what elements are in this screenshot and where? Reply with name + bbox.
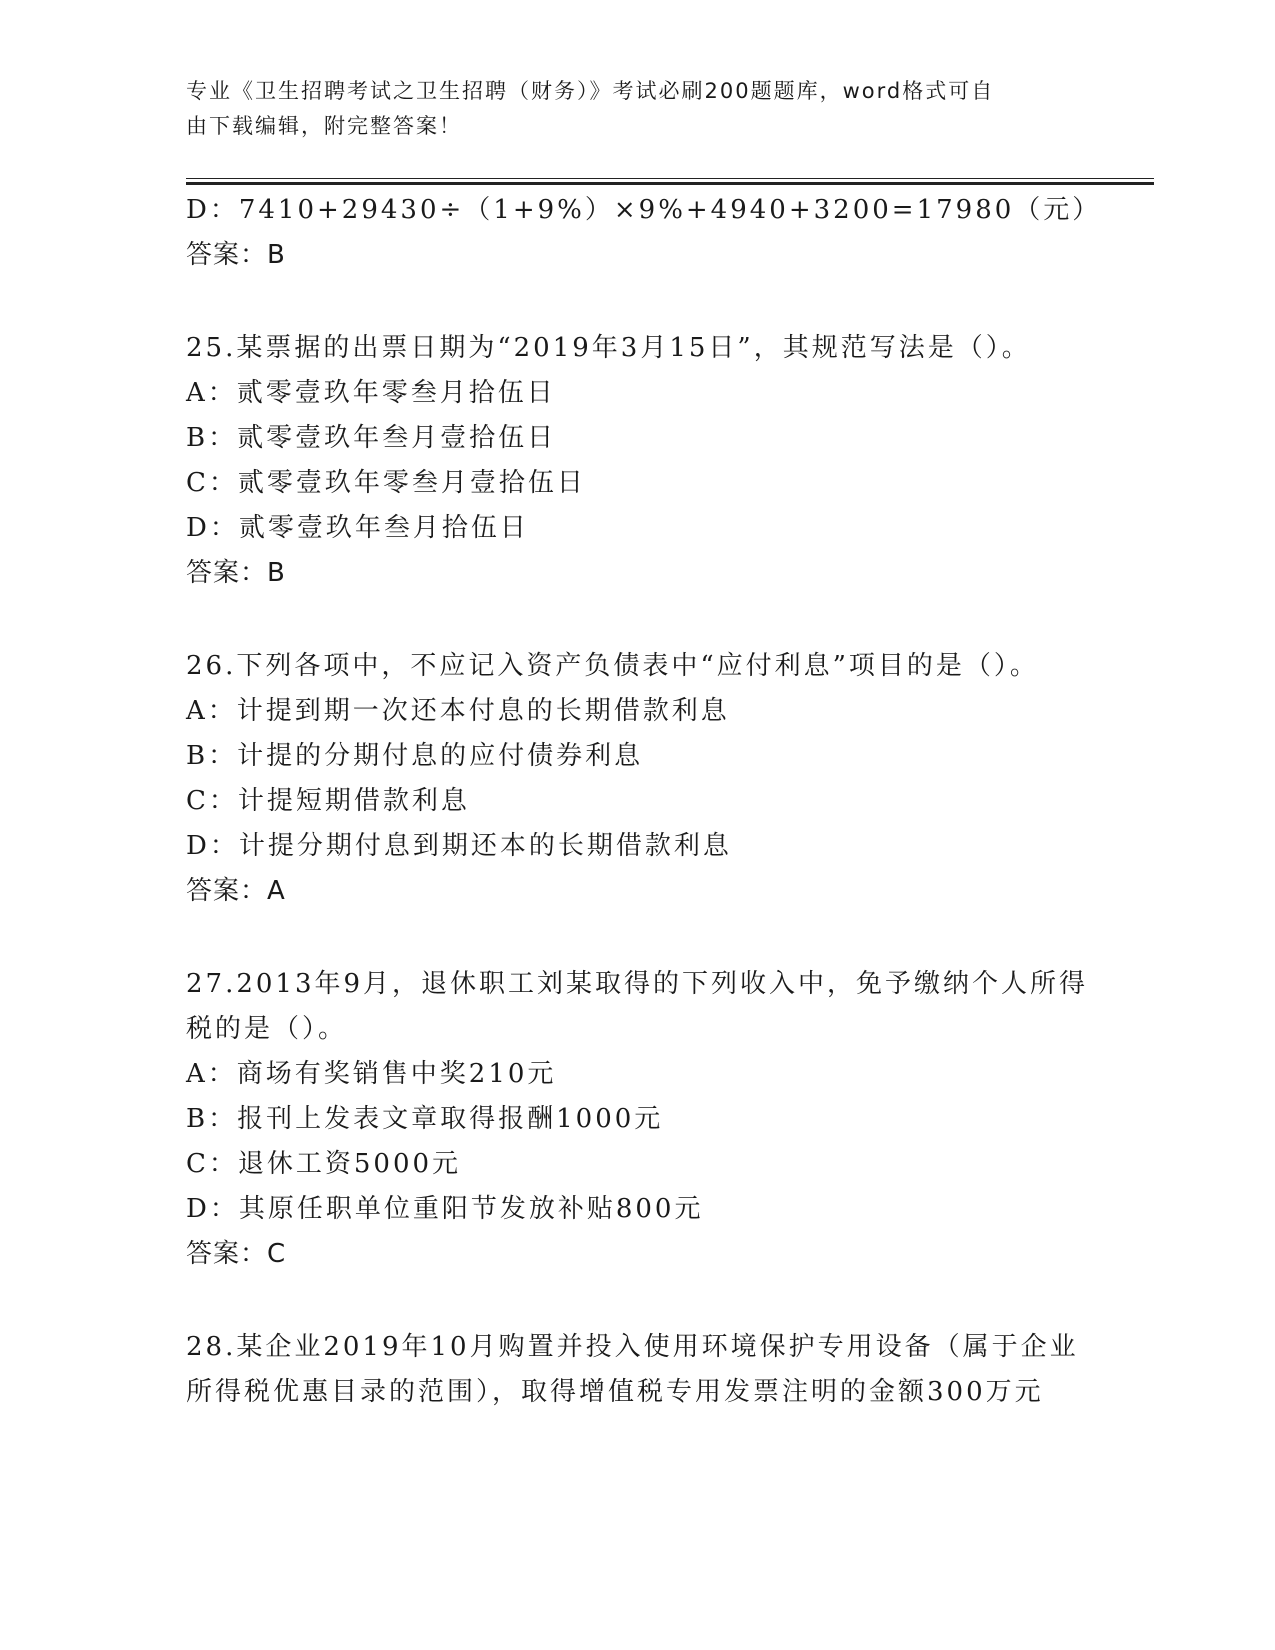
question-stem-line-2: 所得税优惠目录的范围），取得增值税专用发票注明的金额300万元 — [186, 1377, 1044, 1407]
answer: 答案：B — [186, 558, 286, 588]
header-line-1: 专业《卫生招聘考试之卫生招聘（财务）》考试必刷200题题库，word格式可自 — [186, 79, 995, 103]
answer: 答案：C — [186, 1239, 287, 1269]
option-d: D：计提分期付息到期还本的长期借款利息 — [186, 831, 732, 861]
question-24-tail — [186, 188, 1102, 278]
header-line-2: 由下载编辑，附完整答案！ — [186, 114, 462, 138]
question-25 — [186, 326, 1086, 596]
header-divider-thick — [186, 182, 1154, 185]
question-stem-line-2: 税的是（）。 — [186, 1014, 348, 1044]
option-a: A：贰零壹玖年零叁月拾伍日 — [186, 378, 556, 408]
answer: 答案：A — [186, 876, 286, 906]
question-stem: 26.下列各项中，不应记入资产负债表中“应付利息”项目的是（）。 — [186, 651, 1039, 681]
option-d: D：7410+29430÷（1+9%）×9%+4940+3200=17980（元） — [186, 195, 1102, 225]
document-header — [186, 74, 1066, 144]
option-b: B：报刊上发表文章取得报酬1000元 — [186, 1104, 664, 1134]
option-b: B：计提的分期付息的应付债券利息 — [186, 741, 644, 771]
option-c: C：退休工资5000元 — [186, 1149, 462, 1179]
question-26 — [186, 644, 1086, 914]
question-content — [186, 188, 1102, 1415]
answer: 答案：B — [186, 240, 286, 270]
option-c: C：计提短期借款利息 — [186, 786, 470, 816]
question-28 — [186, 1325, 1086, 1415]
option-b: B：贰零壹玖年叁月壹拾伍日 — [186, 423, 557, 453]
question-stem: 25.某票据的出票日期为“2019年3月15日”，其规范写法是（）。 — [186, 333, 1031, 363]
question-stem-line-1: 27.2013年9月，退休职工刘某取得的下列收入中，免予缴纳个人所得 — [186, 969, 1089, 999]
option-a: A：计提到期一次还本付息的长期借款利息 — [186, 696, 730, 726]
header-divider-thin — [186, 178, 1154, 179]
question-27 — [186, 962, 1089, 1277]
option-a: A：商场有奖销售中奖210元 — [186, 1059, 557, 1089]
option-c: C：贰零壹玖年零叁月壹拾伍日 — [186, 468, 586, 498]
option-d: D：其原任职单位重阳节发放补贴800元 — [186, 1194, 704, 1224]
option-d: D：贰零壹玖年叁月拾伍日 — [186, 513, 529, 543]
question-stem-line-1: 28.某企业2019年10月购置并投入使用环境保护专用设备（属于企业 — [186, 1332, 1079, 1362]
